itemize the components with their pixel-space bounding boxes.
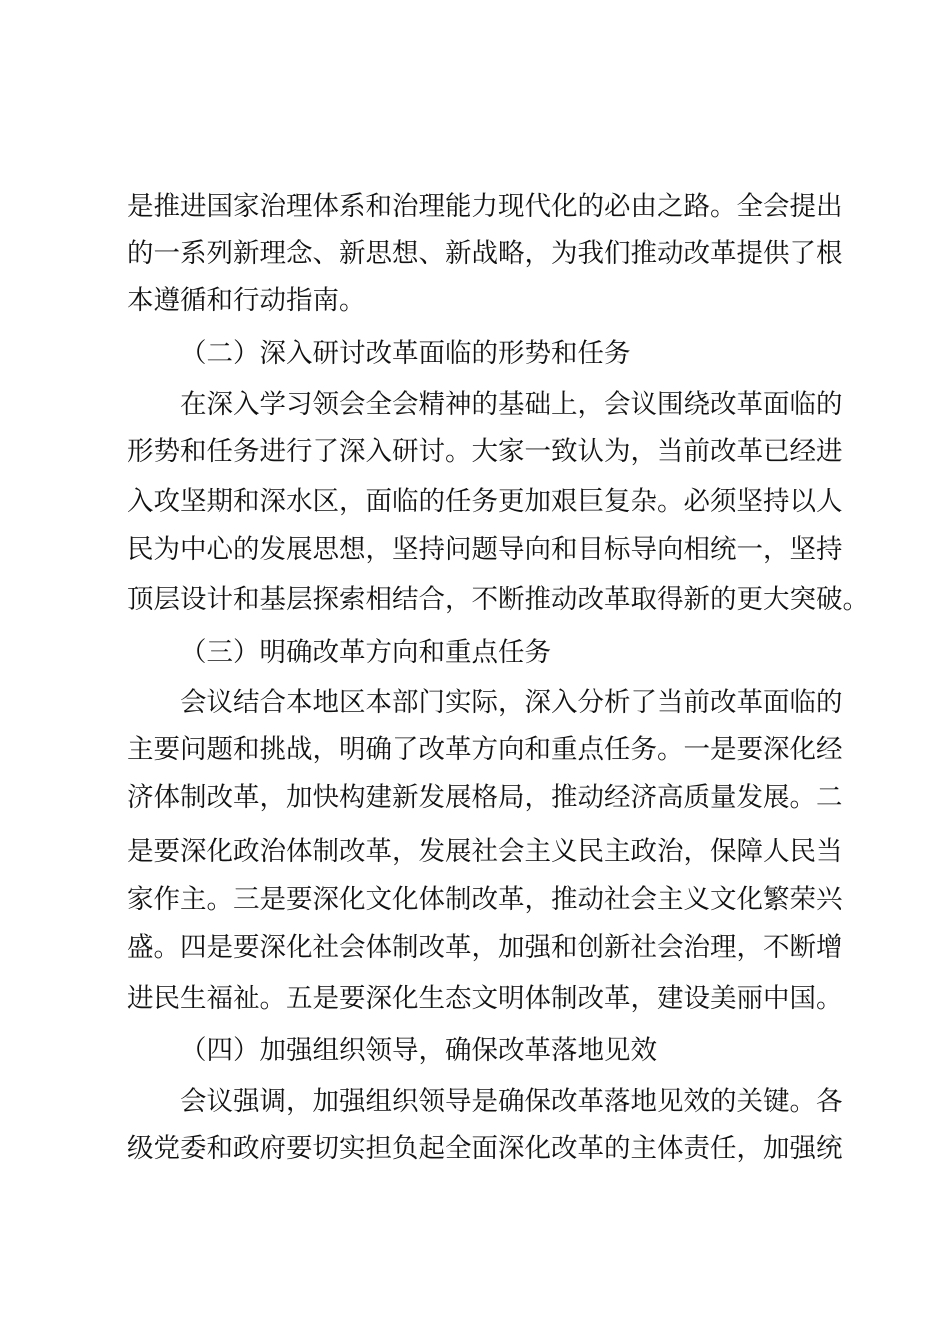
text-line: 家作主。三是要深化文化体制改革，推动社会主义文化繁荣兴 bbox=[127, 884, 843, 915]
text-line: 民为中心的发展思想，坚持问题导向和目标导向相统一，坚持 bbox=[127, 534, 843, 565]
text-line: 会议强调，加强组织领导是确保改革落地见效的关键。各 bbox=[180, 1086, 843, 1117]
text-line: 顶层设计和基层探索相结合，不断推动改革取得新的更大突破。 bbox=[127, 584, 869, 615]
text-line: 是推进国家治理体系和治理能力现代化的必由之路。全会提出 bbox=[127, 191, 843, 222]
text-line: 形势和任务进行了深入研讨。大家一致认为，当前改革已经进 bbox=[127, 436, 843, 467]
text-line: 在深入学习领会全会精神的基础上，会议围绕改革面临的 bbox=[180, 389, 843, 420]
text-line: 本遵循和行动指南。 bbox=[127, 285, 366, 316]
text-line: 主要问题和挑战，明确了改革方向和重点任务。一是要深化经 bbox=[127, 734, 843, 765]
text-line: 会议结合本地区本部门实际，深入分析了当前改革面临的 bbox=[180, 687, 843, 718]
section-heading-4: （四）加强组织领导，确保改革落地见效 bbox=[180, 1035, 657, 1066]
text-line: 是要深化政治体制改革，发展社会主义民主政治，保障人民当 bbox=[127, 836, 843, 867]
text-line: 级党委和政府要切实担负起全面深化改革的主体责任，加强统 bbox=[127, 1133, 843, 1164]
section-heading-3: （三）明确改革方向和重点任务 bbox=[180, 637, 551, 668]
text-line: 进民生福祉。五是要深化生态文明体制改革，建设美丽中国。 bbox=[127, 983, 843, 1014]
text-line: 的一系列新理念、新思想、新战略，为我们推动改革提供了根 bbox=[127, 238, 843, 269]
section-heading-2: （二）深入研讨改革面临的形势和任务 bbox=[180, 338, 631, 369]
text-line: 盛。四是要深化社会体制改革，加强和创新社会治理，不断增 bbox=[127, 932, 843, 963]
text-line: 济体制改革，加快构建新发展格局，推动经济高质量发展。二 bbox=[127, 782, 843, 813]
text-line: 入攻坚期和深水区，面临的任务更加艰巨复杂。必须坚持以人 bbox=[127, 486, 843, 517]
